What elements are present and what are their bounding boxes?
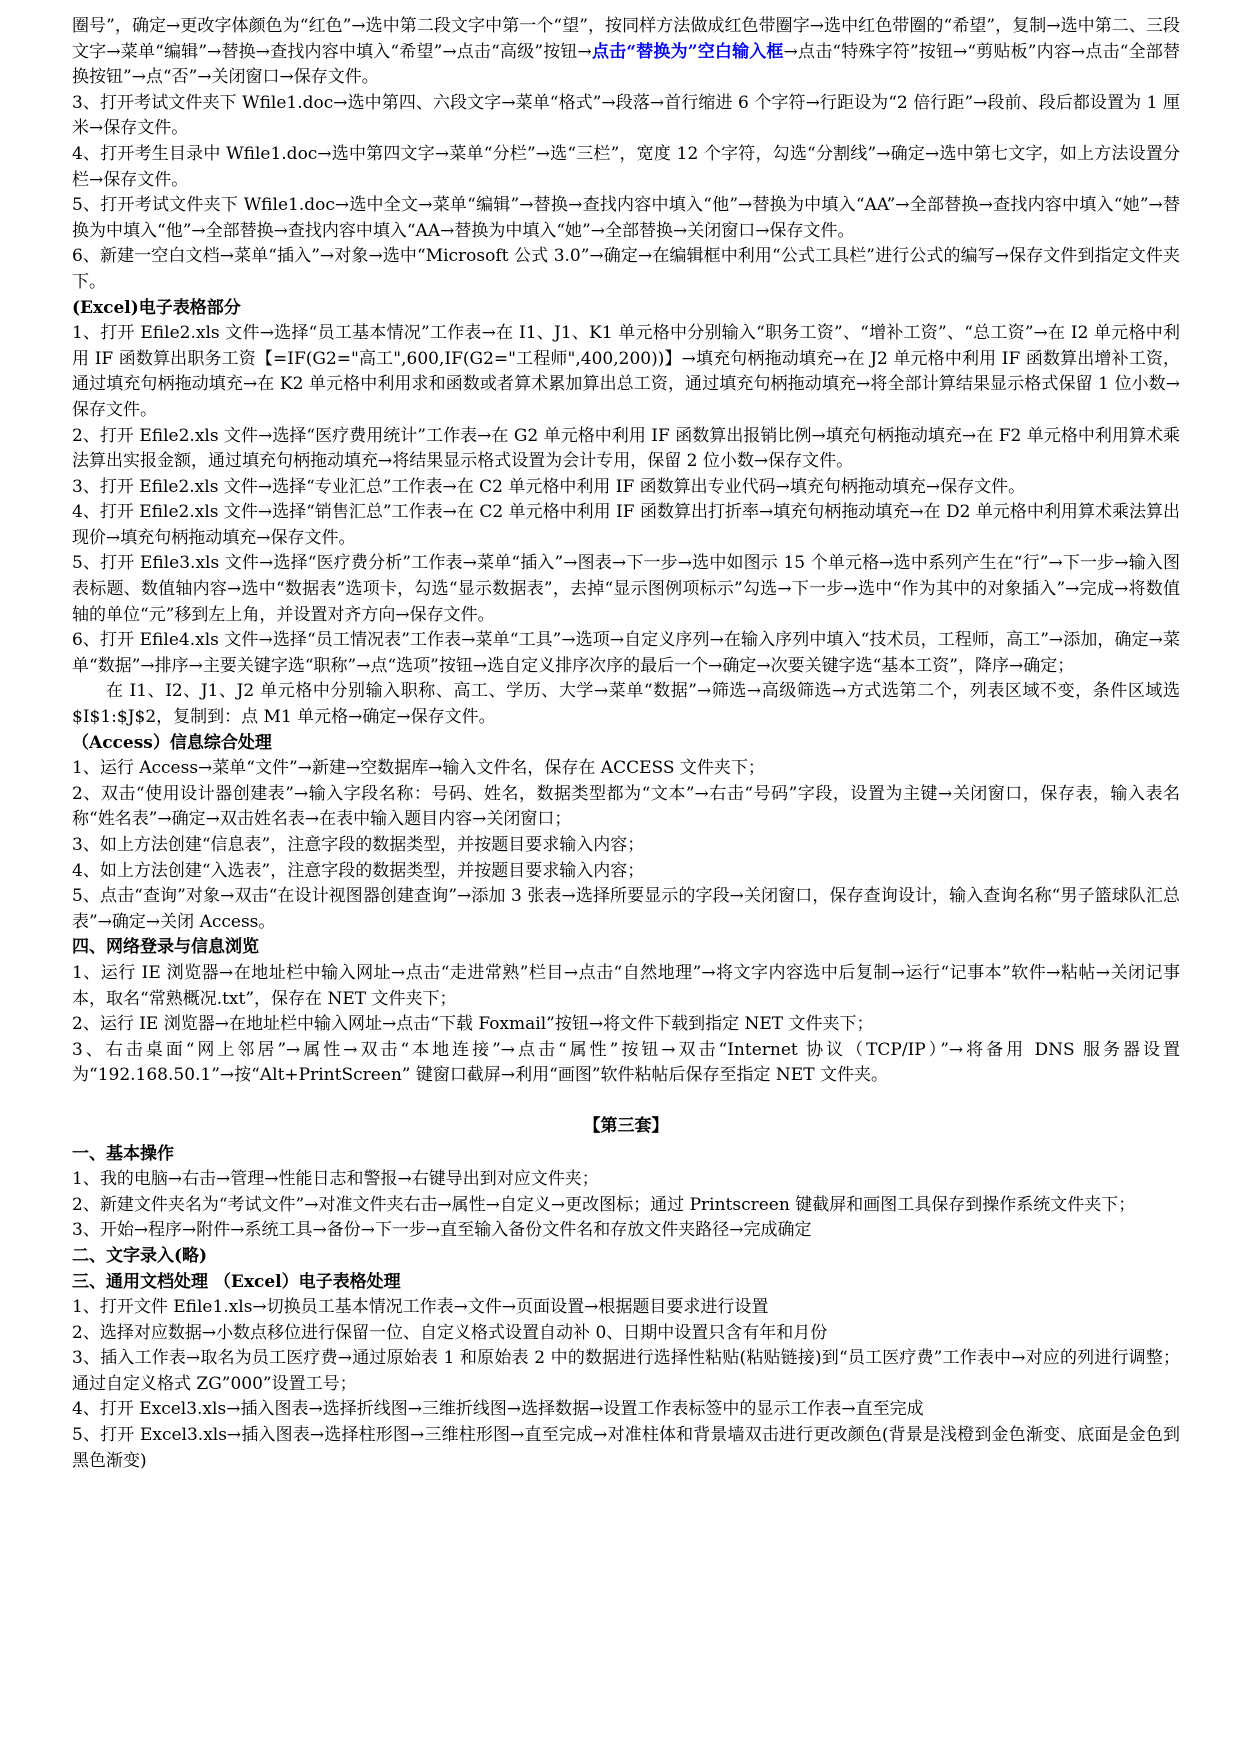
section-heading-excel: (Excel)电子表格部分 — [72, 297, 241, 318]
paragraph-excel3-1: 1、打开文件 Efile1.xls→切换员工基本情况工作表→文件→页面设置→根据题目要求进行设置 — [72, 1297, 769, 1318]
paragraph-word-6: 6、新建一空白文档→菜单“插入”→对象→选中“Microsoft 公式 3.0”→确定→在编辑框中利用“公式工具栏”进行公式的编写→保存文件到指定文件夹下。 — [72, 246, 1180, 292]
paragraph-access-2: 2、双击“使用设计器创建表”→输入字段名称：号码、姓名，数据类型都为“文本”→右击“号码”字段，设置为主键→关闭窗口，保存表，输入表名称“姓名表”→确定→双击姓名表→在表中输入题目内容→关闭窗口； — [72, 783, 1180, 830]
paragraph-excel-5: 5、打开 Efile3.xls 文件→选择“医疗费分析”工作表→菜单“插入”→图表→下一步→选中如图示 15 个单元格→选中系列产生在“行”→下一步→输入图表标题、数值轴内容→选中“数据表”选项卡，勾选“显示数据表”，去掉“显示图例项标示”勾选→下一步→选中“作为其中的对象插入”→完成→将数值轴的单位“元”移到左上角，并设置对齐方向→保存文件。 — [72, 553, 1180, 625]
paragraph-word-5: 5、打开考试文件夹下 Wfile1.doc→选中全文→菜单“编辑”→替换→查找内容中填入“他”→替换为中填入“AA”→全部替换→查找内容中填入“她”→替换为中填入“他”→全部替换→查找内容中填入“AA→替换为中填入“她”→全部替换→关闭窗口→保存文件。 — [72, 195, 1180, 241]
section-heading-excel-processing: 三、通用文档处理 （Excel）电子表格处理 — [72, 1271, 401, 1292]
paragraph-excel3-2: 2、选择对应数据→小数点移位进行保留一位、自定义格式设置自动补 0、日期中设置只含有年和月份 — [72, 1322, 828, 1343]
text-run: 圈号”，确定→更改字体颜色为“红色”→选中第二段文字中第一个“望”，按同样方法做成红色带圈字→选中红色带圈的“希望”，复制→选中第二、三段文字→菜单“编辑”→替换→查找内容中填入“希望”→点击“高级”按钮→ — [72, 16, 1180, 62]
paragraph-network-3: 3、右击桌面“网上邻居”→属性→双击“本地连接”→点击“属性”按钮→双击“Internet 协议（TCP/IP）”→将备用 DNS 服务器设置为“192.168.50.1”→按“Alt+PrintScreen” 键窗口截屏→利用“画图”软件粘帖后保存至指定 NET 文件夹。 — [72, 1039, 1180, 1086]
paragraph-basic-3: 3、开始→程序→附件→系统工具→备份→下一步→直至输入备份文件名和存放文件夹路径→完成确定 — [72, 1220, 812, 1241]
paragraph-access-1: 1、运行 Access→菜单“文件”→新建→空数据库→输入文件名，保存在 ACCESS 文件夹下； — [72, 758, 765, 779]
section-heading-network: 四、网络登录与信息浏览 — [72, 937, 259, 958]
highlighted-text: 点击“替换为”空白输入框 — [591, 41, 784, 62]
paragraph-access-3: 3、如上方法创建“信息表”，注意字段的数据类型，并按题目要求输入内容； — [72, 835, 645, 855]
paragraph-network-1: 1、运行 IE 浏览器→在地址栏中输入网址→点击“走进常熟”栏目→点击“自然地理”→将文字内容选中后复制→运行“记事本”软件→粘帖→关闭记事本，取名“常熟概况.txt”，保存在 NET 文件夹下； — [72, 962, 1180, 1009]
section-heading-access: （Access）信息综合处理 — [72, 732, 272, 753]
paragraph-access-4: 4、如上方法创建“入选表”，注意字段的数据类型，并按题目要求输入内容； — [72, 860, 645, 881]
paragraph-word-2-continued — [72, 14, 1180, 91]
section-heading-typing: 二、文字录入(略) — [72, 1245, 208, 1266]
paragraph-word-4: 4、打开考生目录中 Wfile1.doc→选中第四文字→菜单“分栏”→选“三栏”，宽度 12 个字符，勾选“分割线”→确定→选中第七文字，如上方法设置分栏→保存文件。 — [72, 143, 1180, 190]
paragraph-network-2: 2、运行 IE 浏览器→在地址栏中输入网址→点击“下载 Foxmail”按钮→将文件下载到指定 NET 文件夹下； — [72, 1014, 874, 1035]
paragraph-excel3-3: 3、插入工作表→取名为员工医疗费→通过原始表 1 和原始表 2 中的数据进行选择性粘贴(粘贴链接)到“员工医疗费”工作表中→对应的列进行调整；通过自定义格式 ZG”000”设置工号； — [72, 1348, 1180, 1394]
paragraph-basic-2: 2、新建文件夹名为“考试文件”→对准文件夹右击→属性→自定义→更改图标；通过 Printscreen 键截屏和画图工具保存到操作系统文件夹下； — [72, 1194, 1136, 1215]
paragraph-excel-2: 2、打开 Efile2.xls 文件→选择“医疗费用统计”工作表→在 G2 单元格中利用 IF 函数算出报销比例→填充句柄拖动填充→在 F2 单元格中利用算术乘法算出实报金额，通过填充句柄拖动填充→将结果显示格式设置为会计专用，保留 2 位小数→保存文件。 — [72, 425, 1180, 472]
paragraph-excel-4: 4、打开 Efile2.xls 文件→选择“销售汇总”工作表→在 C2 单元格中利用 IF 函数算出打折率→填充句柄拖动填充→在 D2 单元格中利用算术乘法算出现价→填充句柄拖动填充→保存文件。 — [72, 502, 1180, 548]
paragraph-excel-3: 3、打开 Efile2.xls 文件→选择“专业汇总”工作表→在 C2 单元格中利用 IF 函数算出专业代码→填充句柄拖动填充→保存文件。 — [72, 476, 1026, 497]
text-run: →点击“特殊字符”按钮→“剪贴板”内容→点击“全部替换按钮”→点“否”→关闭窗口→保存文件。 — [72, 41, 1180, 88]
paragraph-basic-1: 1、我的电脑→右击→管理→性能日志和警报→右键导出到对应文件夹； — [72, 1169, 599, 1190]
section-heading-basic: 一、基本操作 — [72, 1143, 174, 1164]
set-three-title: 【第三套】 — [583, 1115, 669, 1136]
paragraph-excel-1: 1、打开 Efile2.xls 文件→选择“员工基本情况”工作表→在 I1、J1、K1 单元格中分别输入“职务工资”、“增补工资”、“总工资”→在 I2 单元格中利用 IF 函数算出职务工资【=IF(G2="高工",600,IF(G2="工程师",400,200))】→填充句柄拖动填充→在 J2 单元格中利用 IF 函数算出增补工资，通过填充句柄拖动填充→在 K2 单元格中利用求和函数或者算术累加算出总工资，通过填充句柄拖动填充→将全部计算结果显示格式保留 1 位小数→保存文件。 — [72, 323, 1180, 420]
paragraph-excel3-4: 4、打开 Excel3.xls→插入图表→选择折线图→三维折线图→选择数据→设置工作表标签中的显示工作表→直至完成 — [72, 1399, 924, 1420]
document-page — [72, 14, 1180, 1474]
paragraph-excel3-5: 5、打开 Excel3.xls→插入图表→选择柱形图→三维柱形图→直至完成→对准柱体和背景墙双击进行更改颜色(背景是浅橙到金色渐变、底面是金色到黑色渐变) — [72, 1425, 1180, 1471]
paragraph-excel-6-continued: 在 I1、I2、J1、J2 单元格中分别输入职称、高工、学历、大学→菜单“数据”→筛选→高级筛选→方式选第二个，列表区域不变，条件区域选$I$1:$J$2，复制到：点 M1 单元格→确定→保存文件。 — [72, 681, 1180, 728]
paragraph-word-3: 3、打开考试文件夹下 Wfile1.doc→选中第四、六段文字→菜单“格式”→段落→首行缩进 6 个字符→行距设为“2 倍行距”→段前、段后都设置为 1 厘米→保存文件。 — [72, 92, 1180, 139]
paragraph-access-5: 5、点击“查询”对象→双击“在设计视图器创建查询”→添加 3 张表→选择所要显示的字段→关闭窗口，保存查询设计，输入查询名称“男子篮球队汇总表”→确定→关闭 Access。 — [72, 886, 1180, 932]
paragraph-excel-6: 6、打开 Efile4.xls 文件→选择“员工情况表”工作表→菜单“工具”→选项→自定义序列→在输入序列中填入“技术员，工程师，高工”→添加，确定→菜单“数据”→排序→主要关键字选“职称”→点“选项”按钮→选自定义排序次序的最后一个→确定→次要关键字选“基本工资”，降序→确定； — [72, 630, 1180, 676]
